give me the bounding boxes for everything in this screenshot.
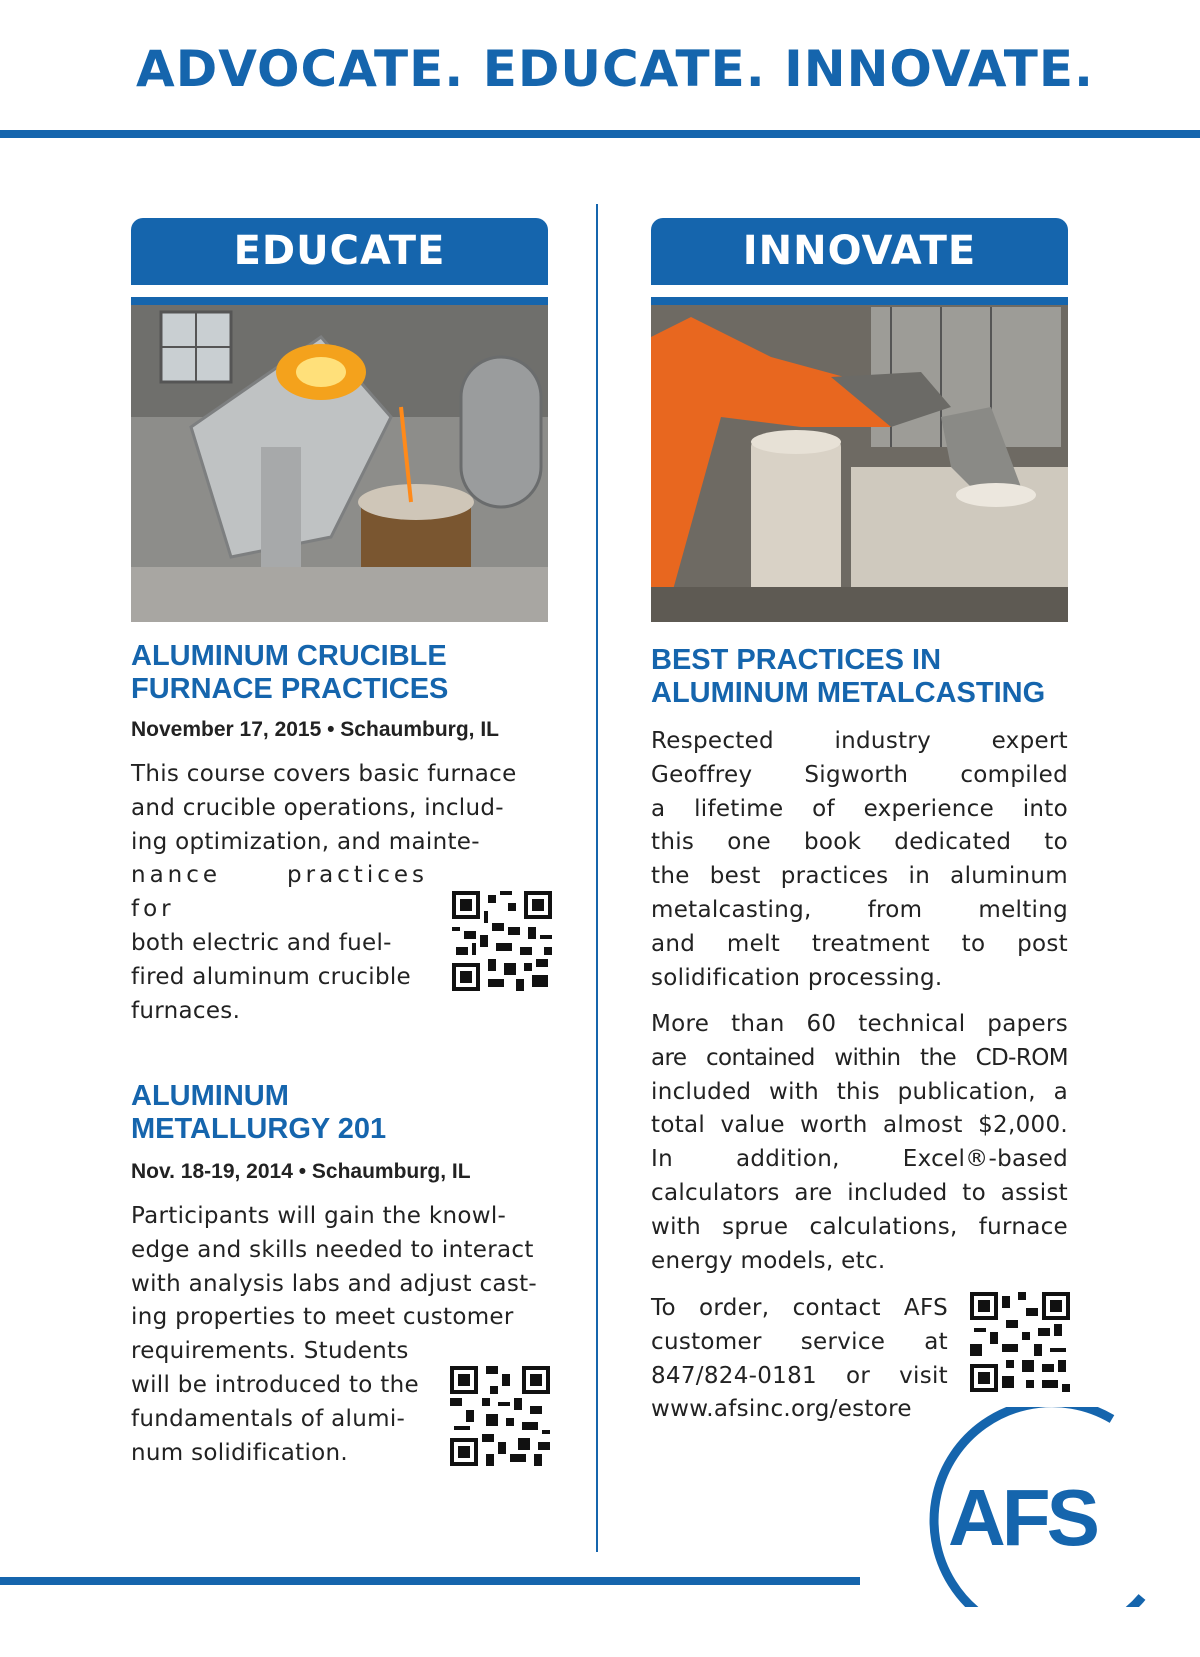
order-url-link[interactable]: www.afsinc.org/estore (651, 1396, 912, 1423)
bottom-divider (0, 1577, 860, 1585)
body-line: energy models, etc. (651, 1247, 886, 1274)
book-description-paragraph-2 (651, 1008, 1068, 1278)
body-line: metalcasting, from melting (651, 896, 1068, 923)
page-headline: ADVOCATE. EDUCATE. INNOVATE. (136, 40, 1094, 98)
body-line: edge and skills needed to interact (131, 1236, 534, 1263)
robot-arm-photo (651, 297, 1068, 622)
body-line: with sprue calculations, furnace (651, 1213, 1068, 1240)
innovate-banner (651, 218, 1068, 285)
innovate-banner-label: INNOVATE (651, 218, 1068, 282)
body-line: included with this publication, a (651, 1078, 1068, 1105)
book-title-line1: BEST PRACTICES IN (651, 644, 942, 676)
course1-title-line1: ALUMINUM CRUCIBLE (131, 640, 447, 672)
body-line: Geoffrey Sigworth compiled (651, 761, 1068, 788)
body-line: customer service at (651, 1328, 948, 1355)
body-line: will be introduced to the (131, 1371, 419, 1398)
course2-date: Nov. 18-19, 2014 • Schaumburg, IL (131, 1160, 471, 1183)
body-line: Participants will gain the knowl- (131, 1203, 507, 1229)
qr-code-icon (452, 891, 552, 991)
body-line: both electric and fuel- (131, 929, 392, 956)
educate-banner (131, 218, 548, 285)
body-line: are contained within the CD-ROM (651, 1044, 1068, 1071)
body-line: num solidification. (131, 1439, 348, 1466)
body-line: furnaces. (131, 997, 241, 1024)
furnace-photo (131, 297, 548, 622)
svg-text:AFS: AFS (948, 1473, 1096, 1562)
body-line: a lifetime of experience into (651, 795, 1068, 822)
body-line: To order, contact AFS (651, 1295, 948, 1321)
body-line: with analysis labs and adjust cast- (131, 1270, 538, 1297)
body-line: nance practices for (131, 862, 428, 923)
banner-underline (131, 282, 548, 285)
body-line: fired aluminum crucible (131, 963, 411, 990)
qr-code-icon (970, 1292, 1070, 1392)
column-divider (596, 204, 598, 1552)
body-line: 847/824-0181 or visit (651, 1362, 948, 1389)
body-line: calculators are included to assist (651, 1179, 1068, 1206)
book-description-paragraph-1 (651, 725, 1068, 995)
body-line: and crucible operations, includ- (131, 794, 504, 821)
course2-title-line2: METALLURGY 201 (131, 1113, 387, 1145)
body-line: solidification processing. (651, 964, 943, 991)
body-line: Respected industry expert (651, 728, 1068, 754)
body-line: and melt treatment to post (651, 930, 1068, 957)
body-line: total value worth almost $2,000. (651, 1112, 1068, 1139)
body-line: In addition, Excel®-based (651, 1146, 1068, 1173)
qr-code-icon (450, 1366, 550, 1466)
body-line: this one book dedicated to (651, 829, 1068, 856)
body-line: fundamentals of alumi- (131, 1405, 406, 1432)
book-title-line2: ALUMINUM METALCASTING (651, 677, 1046, 709)
banner-underline (651, 282, 1068, 285)
course1-title (131, 640, 551, 706)
order-info (651, 1292, 948, 1427)
body-line: requirements. Students (131, 1338, 409, 1365)
afs-logo (912, 1407, 1152, 1607)
body-line: ing properties to meet customer (131, 1304, 514, 1331)
body-line: This course covers basic furnace (131, 761, 517, 787)
course2-title-line1: ALUMINUM (131, 1080, 289, 1112)
body-line: More than 60 technical papers (651, 1011, 1068, 1037)
body-line: ing optimization, and mainte- (131, 828, 480, 855)
course1-title-line2: FURNACE PRACTICES (131, 673, 449, 705)
top-divider (0, 130, 1200, 138)
body-line: the best practices in aluminum (651, 863, 1068, 890)
course2-title (131, 1080, 551, 1146)
book-title (651, 644, 1091, 710)
educate-banner-label: EDUCATE (131, 218, 548, 282)
course1-date: November 17, 2015 • Schaumburg, IL (131, 718, 499, 741)
